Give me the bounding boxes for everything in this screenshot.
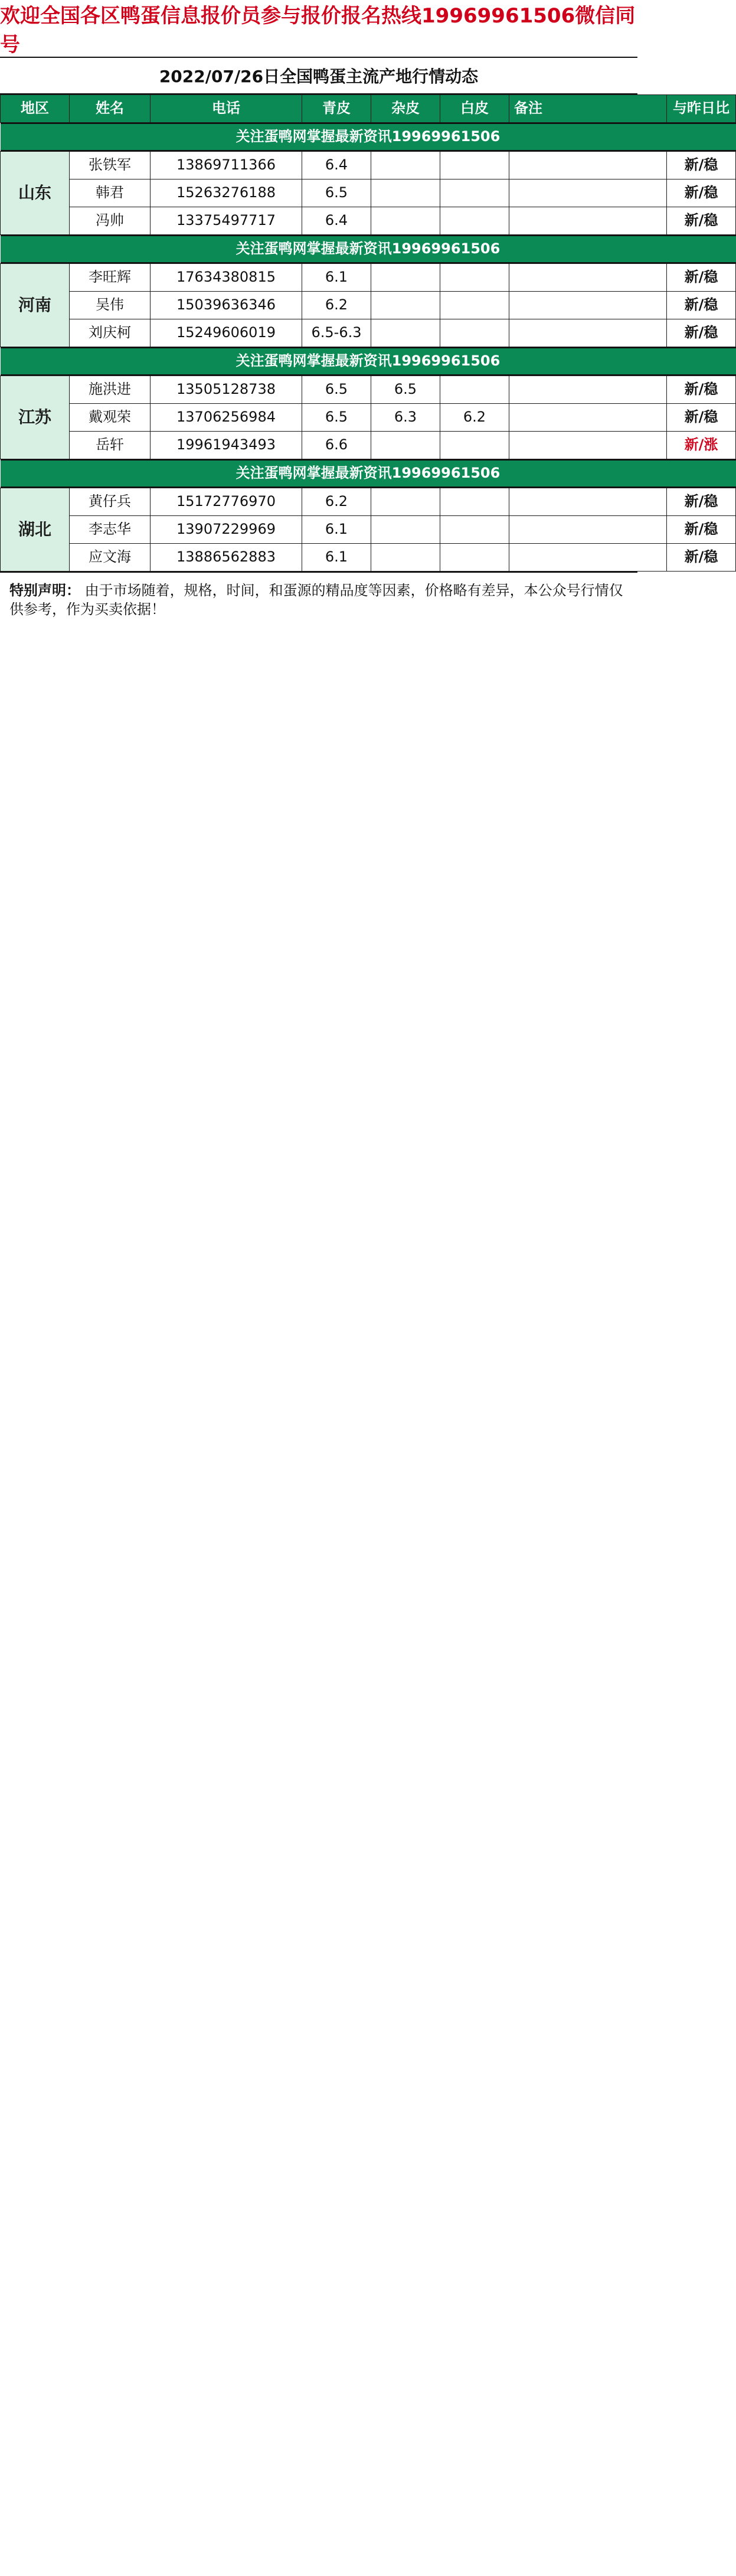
cell-zapi — [371, 488, 440, 516]
cell-phone: 15263276188 — [151, 179, 302, 207]
cell-baipi — [440, 488, 509, 516]
cell-note — [509, 432, 667, 459]
cell-zapi: 6.3 — [371, 404, 440, 432]
cell-zapi — [371, 544, 440, 572]
cell-note — [509, 319, 667, 347]
market-table — [0, 94, 736, 572]
cell-note — [509, 376, 667, 404]
cell-status: 新/涨 — [667, 432, 736, 459]
table-row — [1, 404, 736, 432]
cell-phone: 13907229969 — [151, 516, 302, 544]
cell-phone: 15172776970 — [151, 488, 302, 516]
cell-name: 李志华 — [70, 516, 151, 544]
cell-qingpi: 6.6 — [302, 432, 371, 459]
cell-note — [509, 488, 667, 516]
table-header-row — [1, 95, 736, 123]
col-phone: 电话 — [151, 95, 302, 123]
table-row — [1, 292, 736, 319]
cell-status: 新/稳 — [667, 179, 736, 207]
table-row — [1, 376, 736, 404]
table-row — [1, 179, 736, 207]
cell-qingpi: 6.1 — [302, 516, 371, 544]
section-strip: 关注蛋鸭网掌握最新资讯19969961506 — [1, 459, 736, 488]
cell-note — [509, 292, 667, 319]
section-strip-row — [1, 235, 736, 264]
cell-zapi — [371, 179, 440, 207]
cell-name: 戴观荣 — [70, 404, 151, 432]
cell-name: 韩君 — [70, 179, 151, 207]
section-strip: 关注蛋鸭网掌握最新资讯19969961506 — [1, 235, 736, 263]
section-strip: 关注蛋鸭网掌握最新资讯19969961506 — [1, 123, 736, 151]
cell-baipi — [440, 376, 509, 404]
cell-status: 新/稳 — [667, 376, 736, 404]
cell-name: 岳轩 — [70, 432, 151, 459]
footer-label: 特别声明： — [9, 582, 80, 599]
cell-qingpi: 6.1 — [302, 544, 371, 572]
cell-status: 新/稳 — [667, 404, 736, 432]
cell-status: 新/稳 — [667, 264, 736, 292]
cell-status: 新/稳 — [667, 207, 736, 235]
cell-status: 新/稳 — [667, 488, 736, 516]
col-baipi: 白皮 — [440, 95, 509, 123]
table-row — [1, 207, 736, 235]
cell-name: 张铁军 — [70, 152, 151, 179]
cell-phone: 13886562883 — [151, 544, 302, 572]
cell-note — [509, 516, 667, 544]
cell-qingpi: 6.2 — [302, 292, 371, 319]
cell-zapi: 6.5 — [371, 376, 440, 404]
cell-baipi — [440, 319, 509, 347]
cell-status: 新/稳 — [667, 516, 736, 544]
cell-phone: 13869711366 — [151, 152, 302, 179]
cell-qingpi: 6.4 — [302, 152, 371, 179]
table-row — [1, 544, 736, 572]
table-body — [1, 123, 736, 572]
cell-name: 冯帅 — [70, 207, 151, 235]
cell-zapi — [371, 264, 440, 292]
table-row — [1, 152, 736, 179]
cell-qingpi: 6.5 — [302, 376, 371, 404]
cell-zapi — [371, 432, 440, 459]
table-row — [1, 264, 736, 292]
cell-zapi — [371, 152, 440, 179]
cell-baipi — [440, 292, 509, 319]
cell-note — [509, 179, 667, 207]
cell-status: 新/稳 — [667, 319, 736, 347]
cell-qingpi: 6.5-6.3 — [302, 319, 371, 347]
top-banner: 欢迎全国各区鸭蛋信息报价员参与报价报名热线19969961506微信同号 — [0, 0, 637, 58]
region-cell: 山东 — [1, 152, 70, 235]
cell-name: 李旺辉 — [70, 264, 151, 292]
region-cell: 江苏 — [1, 376, 70, 459]
cell-phone: 13505128738 — [151, 376, 302, 404]
cell-name: 施洪进 — [70, 376, 151, 404]
cell-name: 应文海 — [70, 544, 151, 572]
region-cell: 湖北 — [1, 488, 70, 572]
footer — [0, 572, 637, 628]
col-region: 地区 — [1, 95, 70, 123]
cell-phone: 15249606019 — [151, 319, 302, 347]
col-status: 与昨日比 — [667, 95, 736, 123]
cell-qingpi: 6.2 — [302, 488, 371, 516]
cell-qingpi: 6.4 — [302, 207, 371, 235]
table-row — [1, 488, 736, 516]
cell-phone: 17634380815 — [151, 264, 302, 292]
table-row — [1, 319, 736, 347]
region-cell: 河南 — [1, 264, 70, 347]
cell-baipi — [440, 207, 509, 235]
col-note: 备注 — [509, 95, 667, 123]
col-zapi: 杂皮 — [371, 95, 440, 123]
section-strip-row — [1, 459, 736, 488]
cell-baipi — [440, 152, 509, 179]
footer-text: 由于市场随着，规格，时间，和蛋源的精品度等因素，价格略有差异，本公众号行情仅供参考，作为买卖依据！ — [9, 582, 623, 618]
cell-name: 吴伟 — [70, 292, 151, 319]
date-title: 2022/07/26日全国鸭蛋主流产地行情动态 — [0, 58, 637, 94]
cell-status: 新/稳 — [667, 292, 736, 319]
cell-baipi — [440, 544, 509, 572]
cell-zapi — [371, 292, 440, 319]
cell-zapi — [371, 319, 440, 347]
col-name: 姓名 — [70, 95, 151, 123]
cell-note — [509, 207, 667, 235]
cell-phone: 13375497717 — [151, 207, 302, 235]
col-qingpi: 青皮 — [302, 95, 371, 123]
cell-qingpi: 6.1 — [302, 264, 371, 292]
cell-note — [509, 404, 667, 432]
table-row — [1, 432, 736, 459]
cell-zapi — [371, 516, 440, 544]
cell-baipi — [440, 516, 509, 544]
section-strip: 关注蛋鸭网掌握最新资讯19969961506 — [1, 347, 736, 376]
cell-phone: 19961943493 — [151, 432, 302, 459]
table-row — [1, 516, 736, 544]
cell-baipi: 6.2 — [440, 404, 509, 432]
cell-status: 新/稳 — [667, 544, 736, 572]
cell-baipi — [440, 264, 509, 292]
cell-name: 黄仔兵 — [70, 488, 151, 516]
section-strip-row — [1, 123, 736, 152]
cell-zapi — [371, 207, 440, 235]
cell-baipi — [440, 179, 509, 207]
cell-status: 新/稳 — [667, 152, 736, 179]
cell-note — [509, 264, 667, 292]
cell-qingpi: 6.5 — [302, 404, 371, 432]
cell-qingpi: 6.5 — [302, 179, 371, 207]
cell-baipi — [440, 432, 509, 459]
cell-note — [509, 152, 667, 179]
section-strip-row — [1, 347, 736, 376]
cell-note — [509, 544, 667, 572]
cell-name: 刘庆柯 — [70, 319, 151, 347]
cell-phone: 13706256984 — [151, 404, 302, 432]
page — [0, 0, 730, 628]
cell-phone: 15039636346 — [151, 292, 302, 319]
